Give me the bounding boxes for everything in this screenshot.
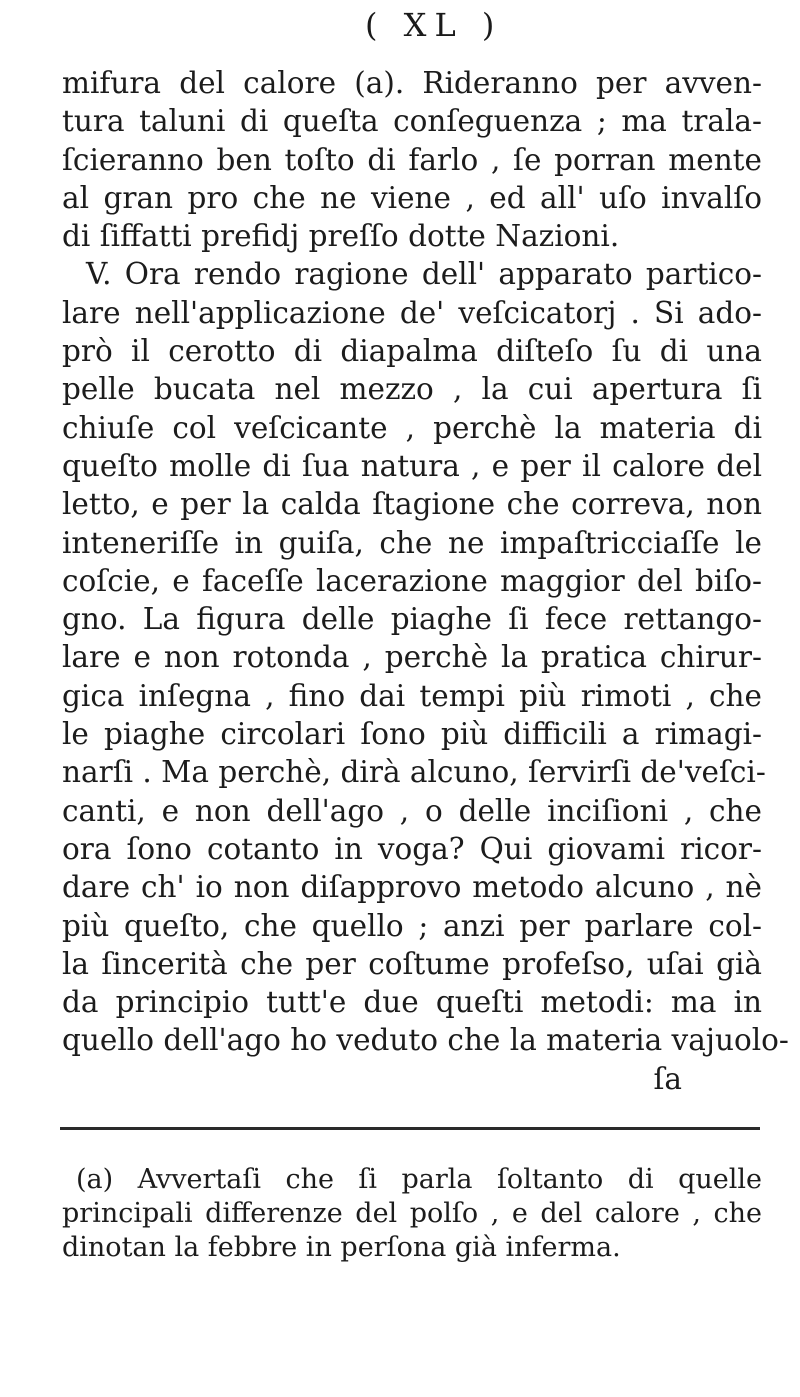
text-line: tura taluni di queſta conſeguenza ; ma trala-	[62, 104, 762, 139]
text-line: mifura del calore (a). Rideranno per avven-	[62, 66, 762, 100]
text-line: canti, e non dell'ago , o delle inciſioni , che	[62, 793, 762, 828]
text-line: lare nell'applicazione de' veſcicatorj . Si ado-	[62, 295, 762, 330]
text-line: letto, e per la calda ſtagione che correva, non	[62, 487, 762, 522]
text-line: gica inſegna , fino dai tempi più rimoti , che	[62, 678, 762, 713]
text-line: gno. La figura delle piaghe ſi fece rettango-	[62, 602, 762, 637]
text-line: V. Ora rendo ragione dell' apparato partico-	[86, 257, 762, 292]
text-line: prò il cerotto di diapalma diſteſo ſu di una	[62, 334, 762, 369]
footnote-rule	[60, 1127, 760, 1130]
footnote-line: dinotan la febbre in perſona già inferma.	[62, 1232, 621, 1263]
text-line: dare ch' io non diſapprovo metodo alcuno , nè	[62, 870, 762, 905]
page-number: ( XL )	[365, 6, 503, 44]
text-line: di ſiffatti prefidj preſſo dotte Nazioni.	[62, 219, 620, 254]
body-text	[62, 64, 789, 1098]
text-line: narſi . Ma perchè, dirà alcuno, ſervirſi de'veſci-	[62, 755, 766, 790]
text-line: pelle bucata nel mezzo , la cui apertura ſi	[62, 372, 762, 407]
text-line: al gran pro che ne viene , ed all' uſo invalſo	[62, 180, 762, 215]
footnote	[62, 1163, 762, 1265]
footnote-line: principali differenze del polſo , e del calore , che	[62, 1198, 762, 1229]
text-line: inteneriſſe in guiſa, che ne impaſtricciaſſe le	[62, 525, 762, 560]
text-line: coſcie, e faceſſe lacerazione maggior del biſo-	[62, 563, 762, 598]
catchword: ſa	[653, 1061, 682, 1096]
text-line: quello dell'ago ho veduto che la materia vajuolo-	[62, 1023, 789, 1058]
text-line: le piaghe circolari ſono più difficili a rimagi-	[62, 717, 762, 752]
text-line: la ſincerità che per coſtume profeſso, uſai già	[62, 946, 762, 981]
footnote-line: (a) Avvertaſi che ſi parla ſoltanto di quelle	[76, 1164, 762, 1195]
text-line: queſto molle di ſua natura , e per il calore del	[62, 448, 762, 483]
text-line: chiuſe col veſcicante , perchè la materia di	[62, 410, 762, 445]
text-line: ſcieranno ben toſto di farlo , ſe porran mente	[62, 142, 762, 177]
text-line: lare e non rotonda , perchè la pratica chirur-	[62, 640, 762, 675]
text-line: più queſto, che quello ; anzi per parlare col-	[62, 908, 762, 943]
text-line: da principio tutt'e due queſti metodi: ma in	[62, 985, 762, 1020]
text-line: ora ſono cotanto in voga? Qui giovami ricor-	[62, 831, 762, 866]
